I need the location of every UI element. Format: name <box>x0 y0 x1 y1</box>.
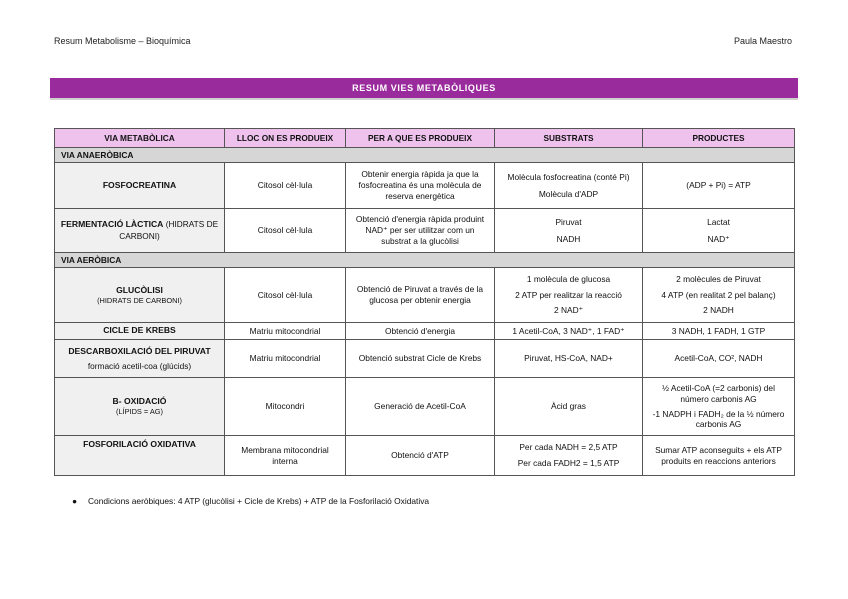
pathway-name-cell <box>55 323 225 340</box>
substrate-item: Molècula d'ADP <box>538 188 599 199</box>
pathway-name-cell <box>55 268 225 323</box>
pathway-name: FOSFORILACIÓ OXIDATIVA <box>83 439 196 449</box>
place-cell: Mitocondri <box>225 378 346 436</box>
place-cell: Matriu mitocondrial <box>225 323 346 340</box>
table-row <box>55 209 795 253</box>
substrates-cell: Piruvat, HS-CoA, NAD+ <box>495 340 643 378</box>
col-header-substrats: SUBSTRATS <box>495 129 643 148</box>
section-label: VIA AERÒBICA <box>55 253 795 268</box>
col-header-lloc: LLOC ON ES PRODUEIX <box>225 129 346 148</box>
substrate-item: Per cada FADH2 = 1,5 ATP <box>517 458 620 468</box>
pathway-name: B- OXIDACIÓ <box>112 396 167 407</box>
table-header-row <box>55 129 795 148</box>
substrates-cell <box>495 268 643 323</box>
substrates-cell <box>495 436 643 476</box>
pathway-name: GLUCÒLISI <box>116 284 163 295</box>
table-row <box>55 323 795 340</box>
substrates-cell <box>495 209 643 253</box>
header-right: Paula Maestro <box>733 36 792 46</box>
product-item: (ADP + Pi) = ATP <box>686 180 751 191</box>
products-cell <box>643 163 795 209</box>
product-item: Lactat <box>707 216 730 227</box>
col-header-per-a-que: PER A QUE ES PRODUEIX <box>346 129 495 148</box>
products-cell: Sumar ATP aconseguits + els ATP produits en reaccions anteriors <box>643 436 795 476</box>
page-title: RESUM VIES METABÒLIQUES <box>352 83 496 93</box>
place-cell: Citosol cèl·lula <box>225 268 346 323</box>
products-cell: Acetil-CoA, CO², NADH <box>643 340 795 378</box>
col-header-via: VIA METABÒLICA <box>55 129 225 148</box>
table-row <box>55 340 795 378</box>
header-left: Resum Metabolisme – Bioquímica <box>54 36 191 46</box>
substrates-cell <box>495 163 643 209</box>
purpose-cell: Obtenció d'energia ràpida produint NAD⁺ per ser utilitzar com un substrat a la glucòlisi <box>346 209 495 253</box>
place-cell: Membrana mitocondrial interna <box>225 436 346 476</box>
pathway-name-cell <box>55 163 225 209</box>
product-item: NAD⁺ <box>707 233 730 244</box>
col-header-productes: PRODUCTES <box>643 129 795 148</box>
pathway-subtitle: formació acetil-coa (glúcids) <box>87 360 192 371</box>
table-row <box>55 268 795 323</box>
purpose-cell: Obtenció d'energia <box>346 323 495 340</box>
pathway-name-cell <box>55 209 225 253</box>
products-cell <box>643 378 795 436</box>
section-row-aerobic <box>55 253 795 268</box>
place-cell: Matriu mitocondrial <box>225 340 346 378</box>
table-row <box>55 163 795 209</box>
substrate-item: NADH <box>556 233 581 244</box>
substrate-item: 2 ATP per realitzar la reacció <box>515 289 622 300</box>
pathway-name-cell <box>55 436 225 476</box>
purpose-cell: Obtenció substrat Cicle de Krebs <box>346 340 495 378</box>
section-label: VIA ANAERÒBICA <box>55 148 795 163</box>
substrates-cell: 1 Acetil-CoA, 3 NAD⁺, 1 FAD⁺ <box>495 323 643 340</box>
substrate-item: 1 molècula de glucosa <box>526 273 611 284</box>
pathway-subtitle: (LÍPIDS = AG) <box>115 407 164 417</box>
purpose-cell: Generació de Acetil-CoA <box>346 378 495 436</box>
pathway-subtitle: (HIDRATS DE CARBONI) <box>97 295 182 305</box>
pathway-name: FERMENTACIÓ LÀCTICA <box>60 219 164 230</box>
product-item: 4 ATP (en realitat 2 pel balanç) <box>661 289 776 300</box>
table-row <box>55 378 795 436</box>
product-item: -1 NADPH i FADH₂ de la ½ número carbonis AG <box>652 408 785 430</box>
section-row-anaerobic <box>55 148 795 163</box>
substrate-item: 2 NAD⁺ <box>553 305 584 316</box>
substrate-item: Per cada NADH = 2,5 ATP <box>519 442 618 453</box>
products-cell <box>643 209 795 253</box>
pathway-name: DESCARBOXILACIÓ DEL PIRUVAT <box>68 345 211 356</box>
substrate-item: Piruvat <box>555 216 582 227</box>
note-item: Condicions aeròbiques: 4 ATP (glucòlisi + Cicle de Krebs) + ATP de la Fosforilació Oxidativa <box>88 496 430 506</box>
pathway-name-cell <box>55 378 225 436</box>
product-item: 2 molècules de Piruvat <box>676 273 761 284</box>
notes-list <box>72 496 429 506</box>
pathway-name-cell <box>55 340 225 378</box>
product-item: 2 NADH <box>703 305 734 316</box>
page-title-banner <box>50 78 798 100</box>
substrate-item: Molècula fosfocreatina (conté Pi) <box>507 171 630 182</box>
pathway-subtitle: (HIDRATS DE CARBONI) <box>119 219 219 241</box>
products-cell: 3 NADH, 1 FADH, 1 GTP <box>643 323 795 340</box>
place-cell: Citosol cèl·lula <box>225 163 346 209</box>
table-row <box>55 436 795 476</box>
substrates-cell: Àcid gras <box>495 378 643 436</box>
purpose-cell: Obtenció de Piruvat a través de la glucosa per obtenir energia <box>346 268 495 323</box>
products-cell <box>643 268 795 323</box>
metabolic-pathways-table <box>54 128 795 476</box>
place-cell: Citosol cèl·lula <box>225 209 346 253</box>
pathway-name: CICLE DE KREBS <box>103 325 176 336</box>
purpose-cell: Obtenir energia ràpida ja que la fosfocreatina és una molècula de reserva energètica <box>346 163 495 209</box>
bullet-icon: ● <box>72 496 78 506</box>
pathway-name: FOSFOCREATINA <box>102 179 177 190</box>
purpose-cell: Obtenció d'ATP <box>346 436 495 476</box>
product-item: ½ Acetil-CoA (=2 carbonis) del número carbonis AG <box>662 382 775 404</box>
